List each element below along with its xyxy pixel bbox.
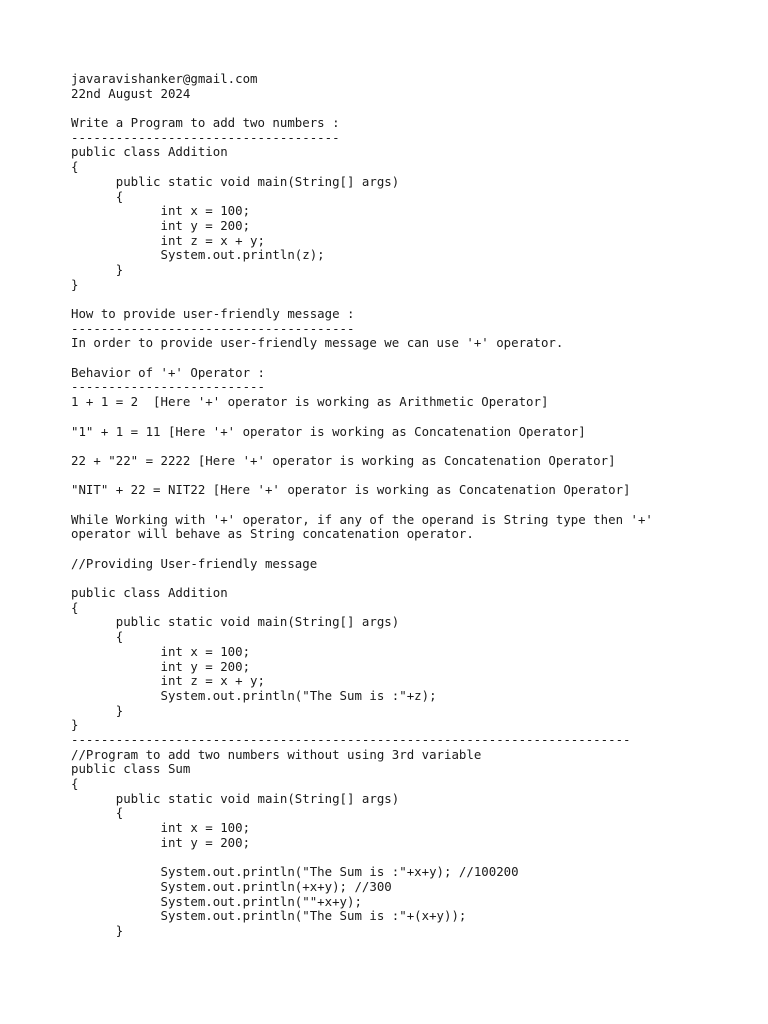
code-line: int z = x + y; [71, 232, 265, 248]
code-line: { [71, 776, 79, 791]
code-line: } [71, 276, 79, 292]
code-line: { [71, 188, 124, 204]
code-line: System.out.println("The Sum is :"+x+y); //100200 [71, 864, 519, 880]
code-line: int y = 200; [71, 834, 251, 850]
code-comment: //Program to add two numbers without using 3rd variable [71, 746, 482, 762]
code-line: public static void main(String[] args) [71, 614, 400, 630]
code-line: System.out.println(z); [71, 247, 325, 263]
code-line: int x = 100; [71, 820, 251, 836]
code-line: } [71, 261, 124, 277]
code-line: System.out.println(""+x+y); [71, 893, 362, 909]
blank-line [71, 292, 751, 307]
example-line: "NIT" + 22 = NIT22 [Here '+' operator is working as Concatenation Operator] [71, 482, 631, 498]
code-line: { [71, 599, 79, 615]
code-line: public class Sum [71, 761, 191, 777]
blank-line [71, 351, 751, 366]
code-line: } [71, 702, 124, 718]
code-line: int y = 200; [71, 217, 251, 233]
code-line: System.out.println("The Sum is :"+z); [71, 687, 437, 703]
example-line: 22 + "22" = 2222 [Here '+' operator is working as Concatenation Operator] [71, 452, 616, 468]
heading-underline: -------------------------------------- [71, 320, 355, 336]
heading-underline: -------------------------- [71, 379, 265, 395]
code-line: { [71, 629, 124, 645]
heading-underline: ------------------------------------ [71, 129, 340, 145]
section-divider: --------------------------------------------------------------------------- [71, 731, 631, 747]
blank-line [71, 101, 751, 116]
section-heading: How to provide user-friendly message : [71, 306, 355, 321]
code-line: int y = 200; [71, 658, 251, 674]
document-date: 22nd August 2024 [71, 85, 191, 101]
code-line: public static void main(String[] args) [71, 790, 400, 806]
code-comment: //Providing User-friendly message [71, 555, 318, 571]
blank-line [71, 850, 751, 865]
code-line: System.out.println(+x+y); //300 [71, 878, 392, 894]
example-line: 1 + 1 = 2 [Here '+' operator is working as Arithmetic Operator] [71, 394, 549, 410]
code-line: int z = x + y; [71, 673, 265, 689]
blank-line [71, 498, 751, 513]
code-line: System.out.println("The Sum is :"+(x+y)); [71, 908, 467, 924]
code-line: int x = 100; [71, 203, 251, 219]
blank-line [71, 542, 751, 557]
code-line: { [71, 805, 124, 821]
code-line: { [71, 159, 79, 175]
paragraph-line: While Working with '+' operator, if any of the operand is String type then '+' [71, 511, 653, 527]
code-line: int x = 100; [71, 643, 251, 659]
code-line: public static void main(String[] args) [71, 173, 400, 189]
paragraph-line: operator will behave as String concatenation operator. [71, 526, 474, 542]
section-heading: Write a Program to add two numbers : [71, 115, 340, 131]
blank-line [71, 439, 751, 454]
code-line: } [71, 922, 124, 938]
blank-line [71, 469, 751, 484]
author-email: javaravishanker@gmail.com [71, 71, 258, 86]
blank-line [71, 571, 751, 586]
section-heading: Behavior of '+' Operator : [71, 364, 265, 380]
example-line: "1" + 1 = 11 [Here '+' operator is working as Concatenation Operator] [71, 423, 586, 439]
code-line: public class Addition [71, 144, 228, 160]
document-page [71, 72, 751, 939]
paragraph-line: In order to provide user-friendly message we can use '+' operator. [71, 335, 564, 351]
blank-line [71, 410, 751, 425]
code-line: public class Addition [71, 585, 228, 601]
code-line: } [71, 717, 79, 733]
